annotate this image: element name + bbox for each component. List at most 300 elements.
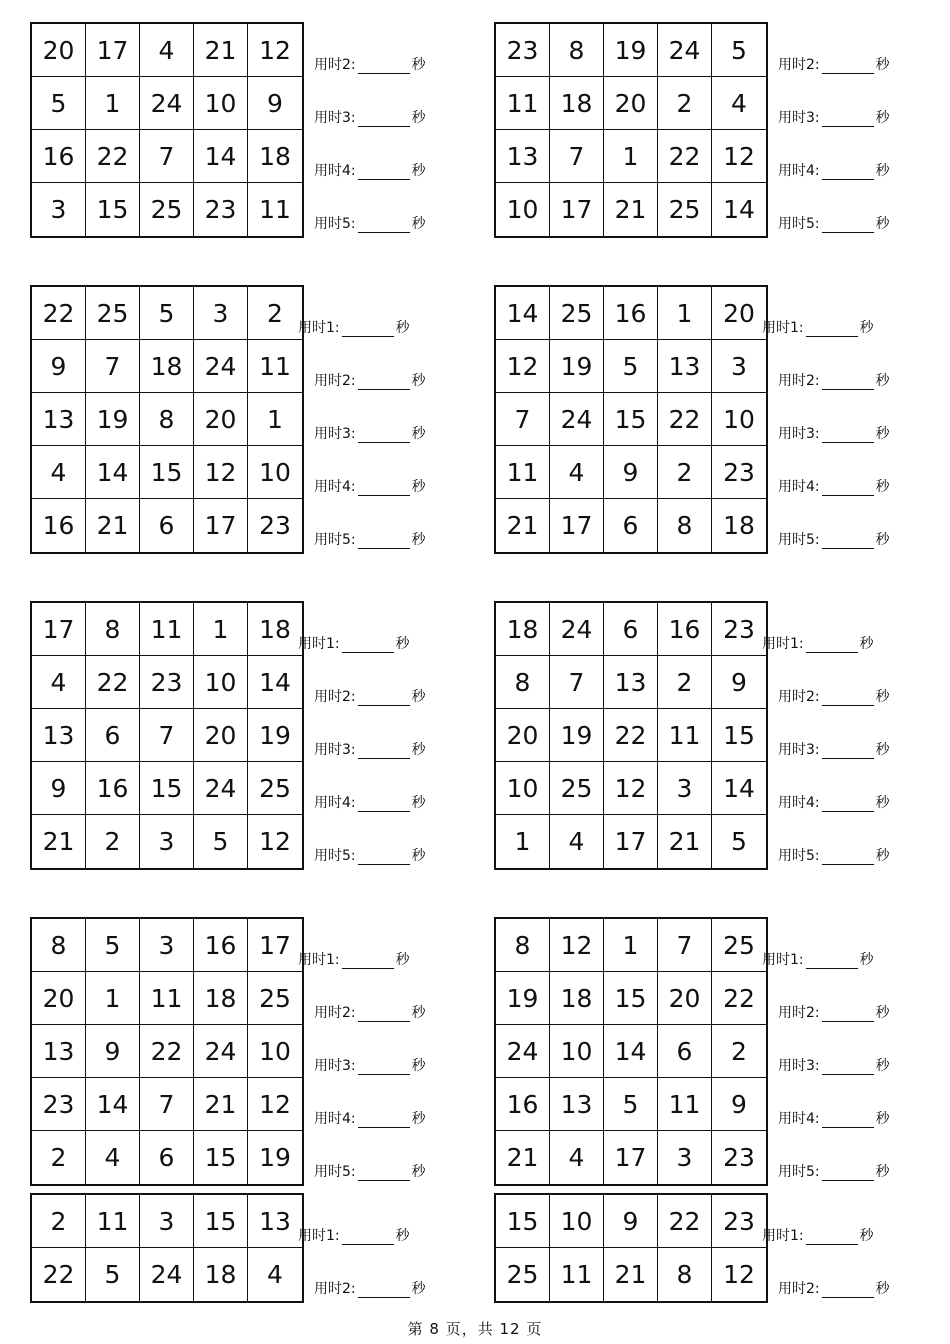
grid-cell: 7 — [140, 709, 194, 762]
time-blank-field[interactable] — [822, 1115, 874, 1128]
timer-label: 用时3: — [778, 110, 820, 126]
seconds-unit: 秒 — [411, 1164, 426, 1180]
number-grid — [494, 22, 768, 238]
time-blank-field[interactable] — [806, 324, 858, 337]
timer-label: 用时2: — [314, 689, 356, 705]
time-blank-field[interactable] — [342, 956, 394, 969]
grid-cell: 5 — [32, 77, 86, 130]
timer-line — [778, 1002, 890, 1022]
timer-label: 用时1: — [762, 320, 804, 336]
time-blank-field[interactable] — [822, 693, 874, 706]
grid-cell: 7 — [140, 1078, 194, 1131]
grid-cell: 19 — [604, 24, 658, 77]
grid-cell: 21 — [194, 1078, 248, 1131]
seconds-unit: 秒 — [411, 1058, 426, 1074]
grid-cell: 15 — [140, 762, 194, 815]
time-blank-field[interactable] — [358, 114, 410, 127]
grid-cell: 11 — [658, 709, 712, 762]
time-blank-field[interactable] — [822, 1168, 874, 1181]
grid-cell: 10 — [194, 656, 248, 709]
grid-cell: 24 — [550, 603, 604, 656]
timer-label: 用时3: — [314, 742, 356, 758]
grid-cell: 25 — [550, 287, 604, 340]
timer-label: 用时1: — [298, 1228, 340, 1244]
timer-label: 用时5: — [314, 848, 356, 864]
timer-label: 用时2: — [778, 689, 820, 705]
time-blank-field[interactable] — [822, 220, 874, 233]
timer-label: 用时3: — [314, 110, 356, 126]
seconds-unit: 秒 — [411, 57, 426, 73]
grid-cell: 14 — [194, 130, 248, 183]
seconds-unit: 秒 — [411, 689, 426, 705]
grid-cell: 13 — [550, 1078, 604, 1131]
grid-cell: 7 — [550, 656, 604, 709]
timer-line — [778, 54, 890, 74]
grid-cell: 21 — [496, 1131, 550, 1184]
number-grid — [494, 917, 768, 1186]
grid-cell: 17 — [194, 499, 248, 552]
timer-line — [314, 1161, 426, 1181]
timer-line — [778, 476, 890, 496]
timer-line — [314, 1055, 426, 1075]
grid-cell: 18 — [496, 603, 550, 656]
grid-cell: 2 — [658, 656, 712, 709]
timer-line — [778, 1055, 890, 1075]
grid-cell: 12 — [712, 130, 766, 183]
timer-line — [778, 845, 890, 865]
timer-label: 用时3: — [778, 742, 820, 758]
grid-cell: 22 — [86, 130, 140, 183]
seconds-unit: 秒 — [875, 848, 890, 864]
grid-cell: 11 — [140, 972, 194, 1025]
timer-line — [314, 1108, 426, 1128]
time-blank-field[interactable] — [342, 640, 394, 653]
timer-label: 用时5: — [778, 216, 820, 232]
time-blank-field[interactable] — [806, 956, 858, 969]
timer-line — [314, 370, 426, 390]
timer-line — [298, 949, 410, 969]
time-blank-field[interactable] — [358, 799, 410, 812]
grid-cell: 11 — [248, 340, 302, 393]
grid-cell: 15 — [604, 972, 658, 1025]
grid-cell: 7 — [658, 919, 712, 972]
grid-cell: 17 — [32, 603, 86, 656]
grid-cell: 7 — [140, 130, 194, 183]
grid-cell: 23 — [496, 24, 550, 77]
grid-cell: 12 — [194, 446, 248, 499]
timer-line — [314, 529, 426, 549]
grid-cell: 25 — [712, 919, 766, 972]
timer-line — [314, 160, 426, 180]
grid-cell: 24 — [194, 762, 248, 815]
seconds-unit: 秒 — [411, 795, 426, 811]
grid-cell: 17 — [248, 919, 302, 972]
grid-cell: 16 — [496, 1078, 550, 1131]
grid-cell: 19 — [550, 709, 604, 762]
time-blank-field[interactable] — [822, 167, 874, 180]
time-blank-field[interactable] — [822, 1009, 874, 1022]
grid-cell: 15 — [194, 1131, 248, 1184]
grid-cell: 1 — [496, 815, 550, 868]
number-grid — [494, 285, 768, 554]
grid-cell: 9 — [712, 1078, 766, 1131]
grid-cell: 19 — [248, 709, 302, 762]
time-blank-field[interactable] — [822, 61, 874, 74]
seconds-unit: 秒 — [411, 426, 426, 442]
time-blank-field[interactable] — [822, 483, 874, 496]
grid-cell: 14 — [604, 1025, 658, 1078]
timer-line — [778, 792, 890, 812]
grid-cell: 12 — [248, 24, 302, 77]
timer-line — [314, 792, 426, 812]
grid-cell: 1 — [248, 393, 302, 446]
grid-cell: 8 — [86, 603, 140, 656]
timer-label: 用时2: — [778, 57, 820, 73]
grid-cell: 7 — [550, 130, 604, 183]
number-grid — [30, 22, 304, 238]
grid-cell: 6 — [140, 1131, 194, 1184]
time-blank-field[interactable] — [822, 1285, 874, 1298]
timer-label: 用时1: — [298, 636, 340, 652]
timer-label: 用时3: — [778, 426, 820, 442]
time-blank-field[interactable] — [358, 167, 410, 180]
number-grid — [30, 1193, 304, 1303]
grid-cell: 18 — [140, 340, 194, 393]
grid-cell: 21 — [658, 815, 712, 868]
seconds-unit: 秒 — [875, 689, 890, 705]
time-blank-field[interactable] — [822, 746, 874, 759]
grid-cell: 20 — [604, 77, 658, 130]
seconds-unit: 秒 — [859, 320, 874, 336]
timer-label: 用时2: — [778, 1281, 820, 1297]
timer-line — [778, 213, 890, 233]
seconds-unit: 秒 — [411, 373, 426, 389]
grid-cell: 13 — [32, 393, 86, 446]
seconds-unit: 秒 — [859, 1228, 874, 1244]
seconds-unit: 秒 — [875, 795, 890, 811]
seconds-unit: 秒 — [875, 742, 890, 758]
timer-line — [762, 949, 874, 969]
timer-line — [778, 107, 890, 127]
time-blank-field[interactable] — [358, 1285, 410, 1298]
timer-label: 用时2: — [314, 373, 356, 389]
timer-line — [314, 423, 426, 443]
timer-line — [778, 1161, 890, 1181]
grid-cell: 25 — [658, 183, 712, 236]
time-blank-field[interactable] — [822, 799, 874, 812]
grid-cell: 10 — [248, 1025, 302, 1078]
grid-cell: 14 — [496, 287, 550, 340]
grid-cell: 4 — [86, 1131, 140, 1184]
seconds-unit: 秒 — [859, 952, 874, 968]
timer-label: 用时1: — [298, 320, 340, 336]
number-grid — [494, 1193, 768, 1303]
grid-cell: 18 — [550, 972, 604, 1025]
grid-cell: 11 — [658, 1078, 712, 1131]
timer-label: 用时1: — [762, 636, 804, 652]
timer-label: 用时3: — [778, 1058, 820, 1074]
grid-cell: 4 — [550, 446, 604, 499]
grid-cell: 14 — [86, 1078, 140, 1131]
grid-cell: 3 — [194, 287, 248, 340]
grid-cell: 15 — [604, 393, 658, 446]
timer-line — [314, 1278, 426, 1298]
seconds-unit: 秒 — [411, 742, 426, 758]
time-blank-field[interactable] — [358, 852, 410, 865]
grid-cell: 12 — [259, 827, 291, 856]
time-blank-field[interactable] — [358, 693, 410, 706]
seconds-unit: 秒 — [411, 532, 426, 548]
grid-cell: 15 — [712, 709, 766, 762]
grid-cell: 4 — [550, 815, 604, 868]
grid-cell: 5 — [86, 1248, 140, 1301]
grid-cell: 2 — [658, 77, 712, 130]
grid-cell: 23 — [712, 446, 766, 499]
seconds-unit: 秒 — [875, 110, 890, 126]
grid-cell: 17 — [604, 815, 658, 868]
seconds-unit: 秒 — [411, 479, 426, 495]
time-blank-field[interactable] — [358, 1168, 410, 1181]
timer-line — [314, 686, 426, 706]
grid-cell: 15 — [496, 1195, 550, 1248]
grid-cell: 24 — [658, 24, 712, 77]
seconds-unit: 秒 — [875, 1111, 890, 1127]
grid-cell: 9 — [248, 77, 302, 130]
grid-cell: 25 — [248, 762, 302, 815]
timer-line — [314, 739, 426, 759]
grid-cell: 16 — [32, 130, 86, 183]
grid-cell: 21 — [194, 24, 248, 77]
timer-line — [298, 633, 410, 653]
grid-cell: 8 — [140, 393, 194, 446]
time-blank-field[interactable] — [358, 746, 410, 759]
grid-cell: 20 — [496, 709, 550, 762]
timer-line — [314, 213, 426, 233]
grid-cell: 9 — [32, 762, 86, 815]
time-blank-field[interactable] — [358, 483, 410, 496]
grid-cell: 20 — [194, 709, 248, 762]
timer-line — [314, 845, 426, 865]
timer-label: 用时3: — [314, 426, 356, 442]
time-blank-field[interactable] — [822, 852, 874, 865]
time-blank-field[interactable] — [358, 377, 410, 390]
grid-cell: 2 — [658, 446, 712, 499]
grid-cell: 12 — [604, 762, 658, 815]
time-blank-field[interactable] — [358, 1009, 410, 1022]
seconds-unit: 秒 — [875, 532, 890, 548]
grid-cell: 17 — [550, 499, 604, 552]
grid-cell: 23 — [140, 656, 194, 709]
grid-cell: 24 — [140, 77, 194, 130]
grid-cell: 24 — [194, 340, 248, 393]
seconds-unit: 秒 — [411, 848, 426, 864]
timer-label: 用时2: — [314, 1281, 356, 1297]
grid-cell: 25 — [496, 1248, 550, 1301]
time-blank-field[interactable] — [822, 377, 874, 390]
seconds-unit: 秒 — [411, 1111, 426, 1127]
grid-cell: 22 — [140, 1025, 194, 1078]
grid-cell: 17 — [604, 1131, 658, 1184]
grid-cell: 1 — [604, 130, 658, 183]
time-blank-field[interactable] — [358, 1115, 410, 1128]
timer-label: 用时5: — [314, 216, 356, 232]
grid-cell: 12 — [496, 340, 550, 393]
grid-cell: 8 — [32, 919, 86, 972]
grid-cell: 13 — [604, 656, 658, 709]
timer-label: 用时4: — [778, 479, 820, 495]
timer-line — [762, 1225, 874, 1245]
grid-cell: 20 — [712, 287, 766, 340]
grid-cell: 23 — [712, 1195, 766, 1248]
grid-cell: 4 — [712, 77, 766, 130]
timer-line — [778, 1278, 890, 1298]
grid-cell: 24 — [550, 393, 604, 446]
timer-label: 用时2: — [778, 1005, 820, 1021]
grid-cell: 16 — [194, 919, 248, 972]
grid-cell: 22 — [658, 393, 712, 446]
grid-cell: 10 — [496, 183, 550, 236]
grid-cell: 21 — [32, 815, 86, 868]
grid-cell: 20 — [32, 972, 86, 1025]
timer-label: 用时2: — [314, 1005, 356, 1021]
seconds-unit: 秒 — [411, 110, 426, 126]
time-blank-field[interactable] — [822, 536, 874, 549]
grid-cell: 1 — [86, 77, 140, 130]
time-blank-field[interactable] — [806, 640, 858, 653]
grid-cell: 2 — [32, 1195, 86, 1248]
grid-cell: 8 — [550, 24, 604, 77]
seconds-unit: 秒 — [411, 163, 426, 179]
grid-cell: 23 — [259, 511, 291, 540]
number-grid — [30, 917, 304, 1186]
grid-cell: 6 — [604, 603, 658, 656]
time-blank-field[interactable] — [358, 536, 410, 549]
grid-cell: 1 — [604, 919, 658, 972]
grid-cell: 19 — [550, 340, 604, 393]
grid-cell: 10 — [194, 77, 248, 130]
timer-line — [778, 423, 890, 443]
grid-cell: 5 — [604, 340, 658, 393]
time-blank-field[interactable] — [358, 61, 410, 74]
grid-cell: 14 — [86, 446, 140, 499]
grid-cell: 11 — [86, 1195, 140, 1248]
seconds-unit: 秒 — [395, 320, 410, 336]
grid-cell: 9 — [712, 656, 766, 709]
grid-cell: 23 — [194, 183, 248, 236]
grid-cell: 14 — [723, 195, 755, 224]
timer-line — [298, 1225, 410, 1245]
timer-label: 用时4: — [314, 1111, 356, 1127]
grid-cell: 10 — [550, 1195, 604, 1248]
grid-cell: 22 — [658, 1195, 712, 1248]
grid-cell: 10 — [248, 446, 302, 499]
grid-cell: 11 — [550, 1248, 604, 1301]
grid-cell: 18 — [550, 77, 604, 130]
grid-cell: 16 — [658, 603, 712, 656]
timer-line — [314, 1002, 426, 1022]
grid-cell: 24 — [194, 1025, 248, 1078]
seconds-unit: 秒 — [875, 479, 890, 495]
grid-cell: 3 — [140, 815, 194, 868]
timer-label: 用时4: — [314, 163, 356, 179]
timer-label: 用时1: — [762, 952, 804, 968]
grid-cell: 8 — [496, 656, 550, 709]
grid-cell: 15 — [86, 183, 140, 236]
grid-cell: 1 — [658, 287, 712, 340]
grid-cell: 4 — [550, 1131, 604, 1184]
timer-label: 用时5: — [778, 1164, 820, 1180]
grid-cell: 3 — [140, 919, 194, 972]
grid-cell: 6 — [604, 499, 658, 552]
timer-line — [314, 54, 426, 74]
grid-cell: 24 — [496, 1025, 550, 1078]
grid-cell: 12 — [248, 1078, 302, 1131]
grid-cell: 12 — [550, 919, 604, 972]
time-blank-field[interactable] — [342, 324, 394, 337]
number-grid — [30, 601, 304, 870]
seconds-unit: 秒 — [411, 216, 426, 232]
grid-cell: 6 — [86, 709, 140, 762]
timer-line — [778, 160, 890, 180]
time-blank-field[interactable] — [358, 220, 410, 233]
grid-cell: 25 — [86, 287, 140, 340]
seconds-unit: 秒 — [875, 1281, 890, 1297]
time-blank-field[interactable] — [342, 1232, 394, 1245]
grid-cell: 25 — [140, 183, 194, 236]
grid-cell: 9 — [604, 446, 658, 499]
grid-cell: 13 — [496, 130, 550, 183]
grid-cell: 7 — [86, 340, 140, 393]
time-blank-field[interactable] — [822, 1062, 874, 1075]
grid-cell: 22 — [32, 1248, 86, 1301]
grid-cell: 5 — [194, 815, 248, 868]
grid-cell: 10 — [496, 762, 550, 815]
grid-cell: 9 — [32, 340, 86, 393]
time-blank-field[interactable] — [358, 430, 410, 443]
timer-line — [778, 739, 890, 759]
grid-cell: 21 — [86, 499, 140, 552]
seconds-unit: 秒 — [875, 57, 890, 73]
grid-cell: 20 — [32, 24, 86, 77]
time-blank-field[interactable] — [806, 1232, 858, 1245]
time-blank-field[interactable] — [822, 430, 874, 443]
time-blank-field[interactable] — [822, 114, 874, 127]
time-blank-field[interactable] — [358, 1062, 410, 1075]
grid-cell: 22 — [86, 656, 140, 709]
grid-cell: 14 — [712, 762, 766, 815]
grid-cell: 8 — [658, 1248, 712, 1301]
grid-cell: 16 — [86, 762, 140, 815]
grid-cell: 10 — [550, 1025, 604, 1078]
grid-cell: 10 — [712, 393, 766, 446]
grid-cell: 4 — [32, 656, 86, 709]
grid-cell: 20 — [658, 972, 712, 1025]
grid-cell: 5 — [604, 1078, 658, 1131]
seconds-unit: 秒 — [395, 1228, 410, 1244]
grid-cell: 21 — [604, 1248, 658, 1301]
timer-label: 用时4: — [778, 1111, 820, 1127]
timer-label: 用时5: — [314, 1164, 356, 1180]
grid-cell: 25 — [550, 762, 604, 815]
grid-cell: 22 — [712, 972, 766, 1025]
timer-label: 用时2: — [314, 57, 356, 73]
timer-line — [314, 476, 426, 496]
grid-cell: 5 — [86, 919, 140, 972]
grid-cell: 13 — [32, 1025, 86, 1078]
grid-cell: 3 — [140, 1195, 194, 1248]
grid-cell: 24 — [140, 1248, 194, 1301]
grid-cell: 2 — [712, 1025, 766, 1078]
